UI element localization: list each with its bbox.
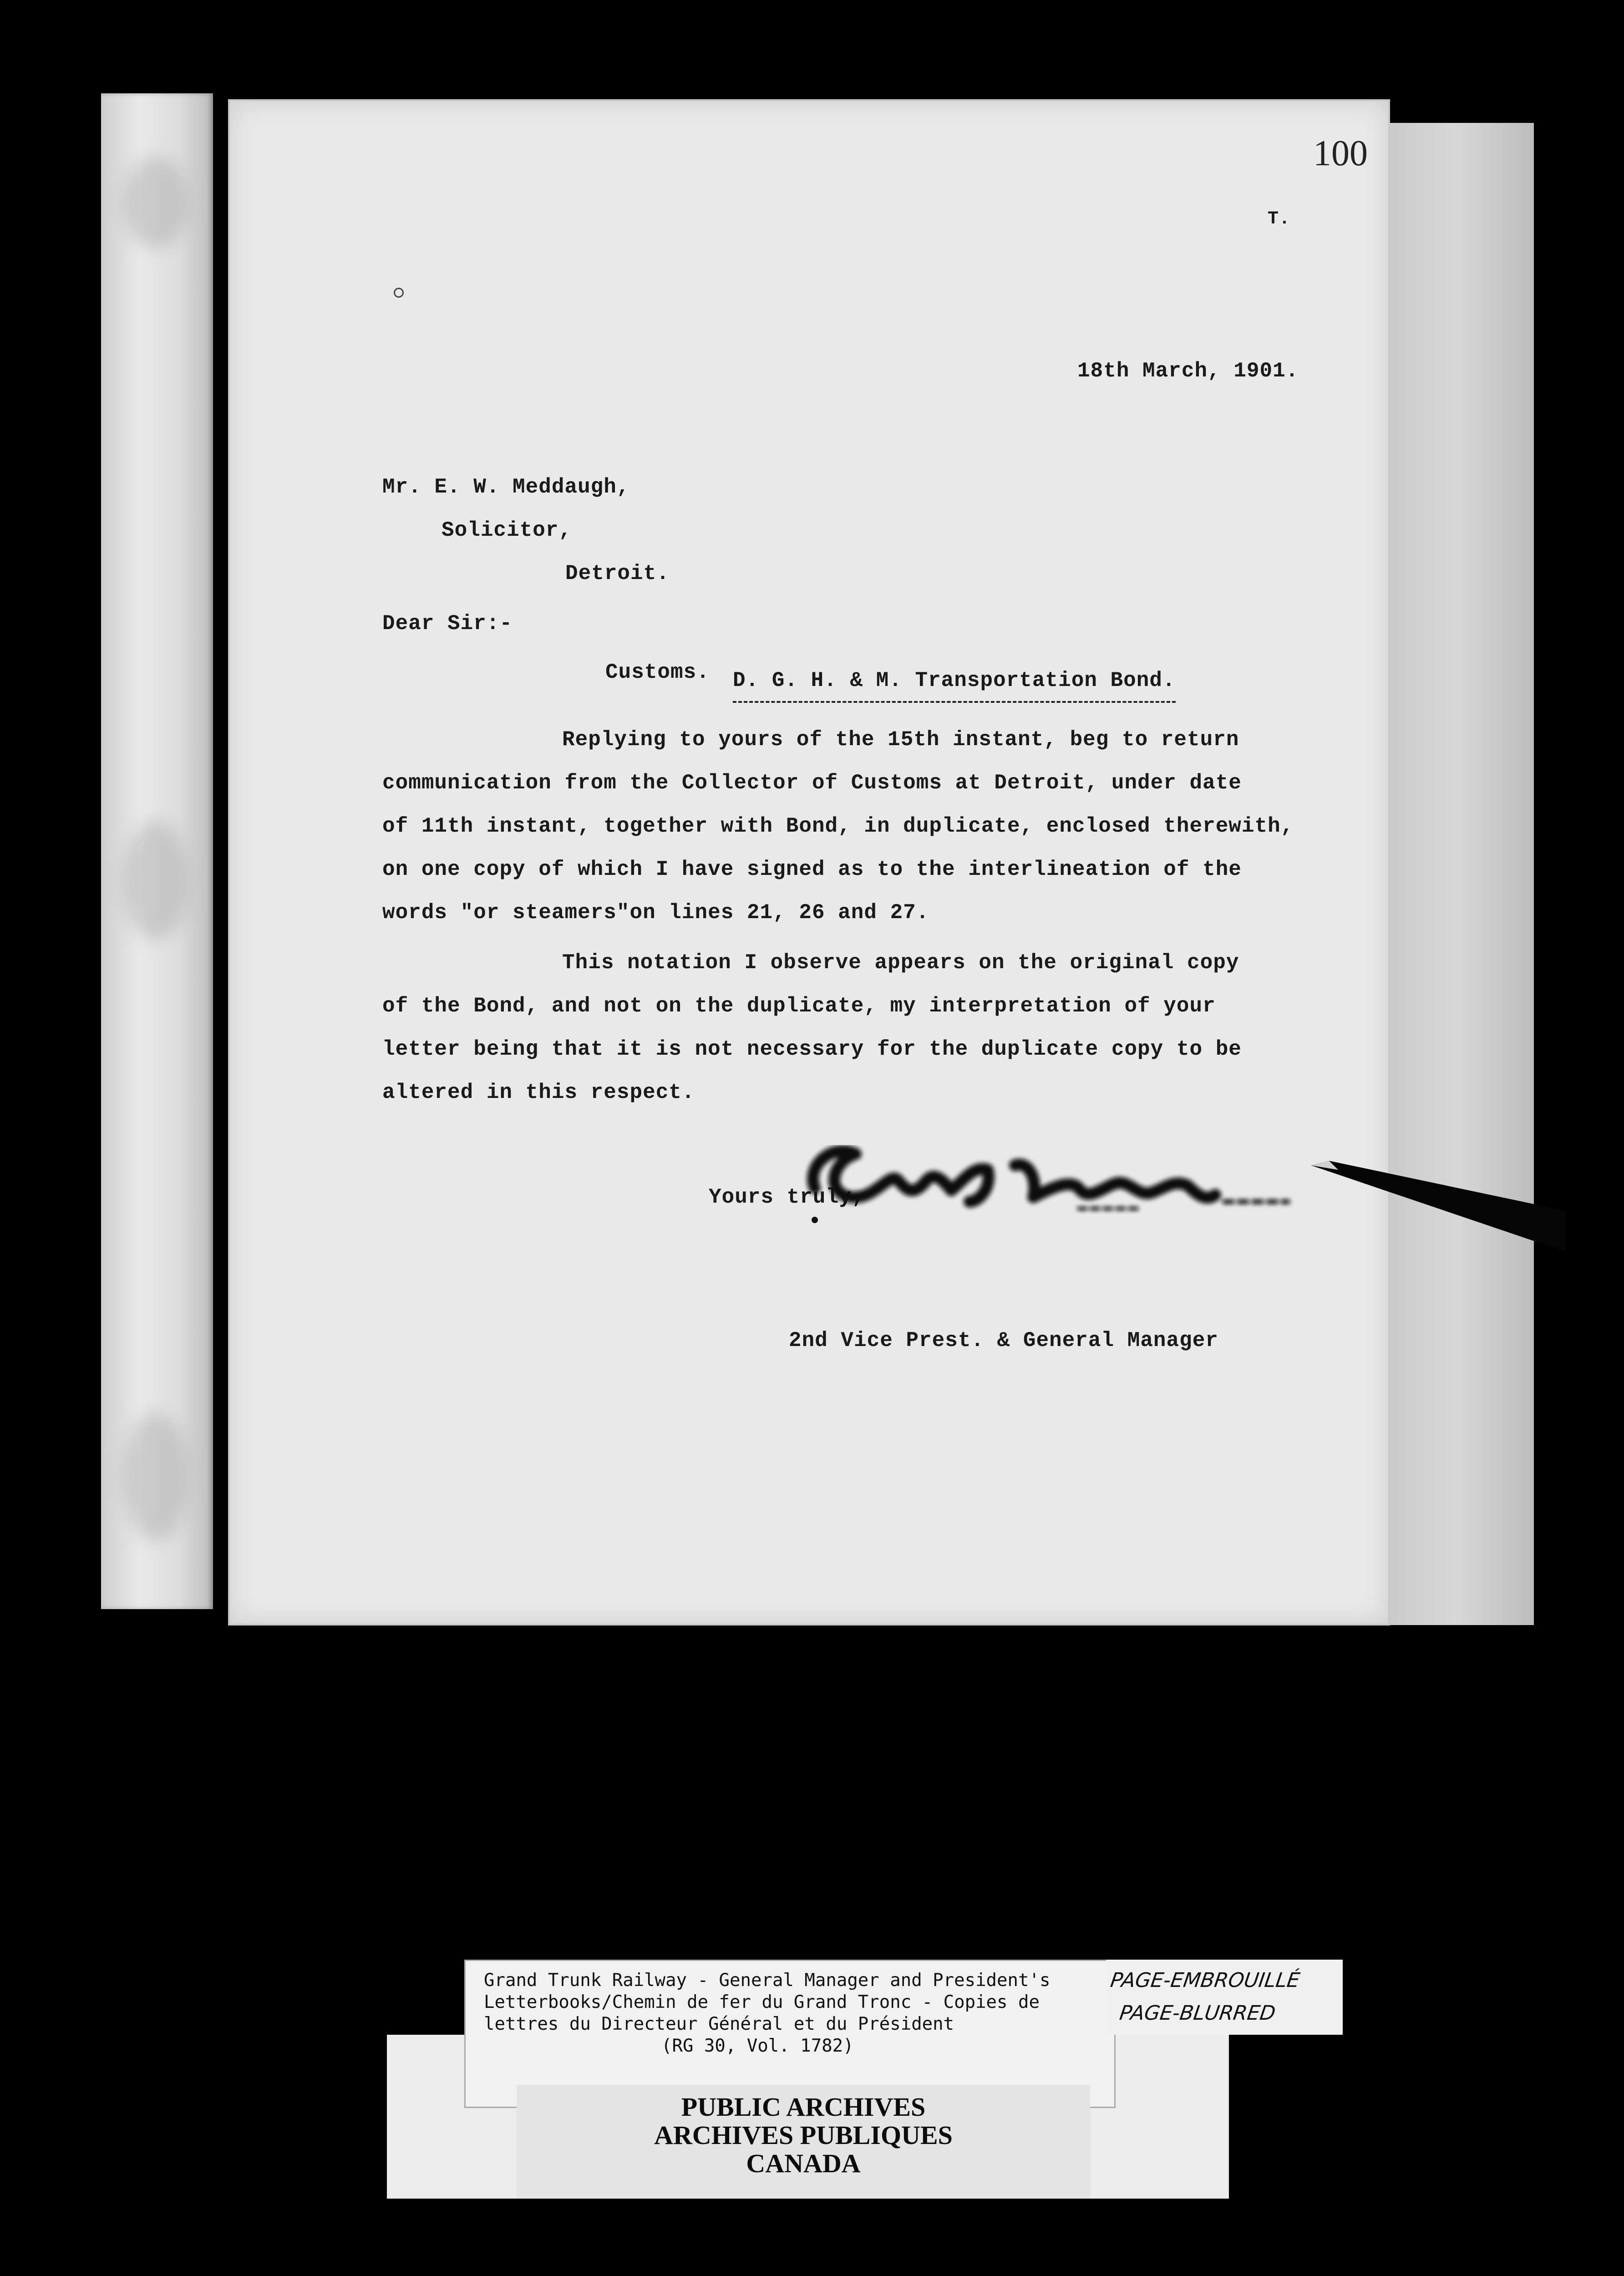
background-page [1379,123,1534,1625]
body-line: of the Bond, and not on the duplicate, my interpretation of your [382,994,1216,1018]
archive-label-line: Letterbooks/Chemin de fer du Grand Tronc - Copies de [484,1992,1040,2012]
body-line: Replying to yours of the 15th instant, beg to return [562,728,1239,752]
subject-line: D. G. H. & M. Transportation Bond. [733,670,1176,703]
archive-label-line: (RG 30, Vol. 1782) [661,2036,854,2056]
body-line: communication from the Collector of Customs at Detroit, under date [382,771,1242,795]
handwritten-signature [578,1111,1315,1238]
body-line: of 11th instant, together with Bond, in duplicate, enclosed therewith, [382,814,1294,838]
archive-stamp [517,2085,1090,2199]
letter-page [230,101,1388,1624]
salutation: Dear Sir:- [382,612,513,635]
stamp-line: PUBLIC ARCHIVES [681,2092,926,2122]
ink-dot [394,288,404,298]
handwritten-note [1106,1960,1343,2035]
pen [1311,1156,1566,1275]
body-line: on one copy of which I have signed as to the interlineation of the [382,858,1242,881]
archive-label-line: lettres du Directeur Général et du Président [484,2014,954,2034]
stamp-line: ARCHIVES PUBLIQUES [654,2120,953,2150]
page-number: 100 [1313,133,1368,173]
recipient-title: Solicitor, [442,518,572,542]
body-line: This notation I observe appears on the original copy [562,951,1239,975]
handwritten-note-line: PAGE-BLURRED [1118,2002,1277,2025]
body-line: words "or steamers"on lines 21, 26 and 27. [382,901,929,925]
recipient-name: Mr. E. W. Meddaugh, [382,475,630,499]
recipient-city: Detroit. [565,562,670,585]
signer-title: 2nd Vice Prest. & General Manager [789,1329,1218,1352]
stamp-line: CANADA [746,2149,861,2178]
letter-date: 18th March, 1901. [1077,359,1299,383]
left-page-edge [101,93,213,1609]
archive-label-line: Grand Trunk Railway - General Manager and President's [484,1970,1051,1991]
body-line: altered in this respect. [382,1081,695,1104]
subject-prefix: Customs. [605,660,710,684]
closing: Yours truly, [709,1185,865,1209]
handwritten-note-line: PAGE-EMBROUILLÉ [1109,1969,1301,1992]
body-line: letter being that it is not necessary for the duplicate copy to be [382,1037,1242,1061]
corner-mark: T. [1268,209,1291,229]
